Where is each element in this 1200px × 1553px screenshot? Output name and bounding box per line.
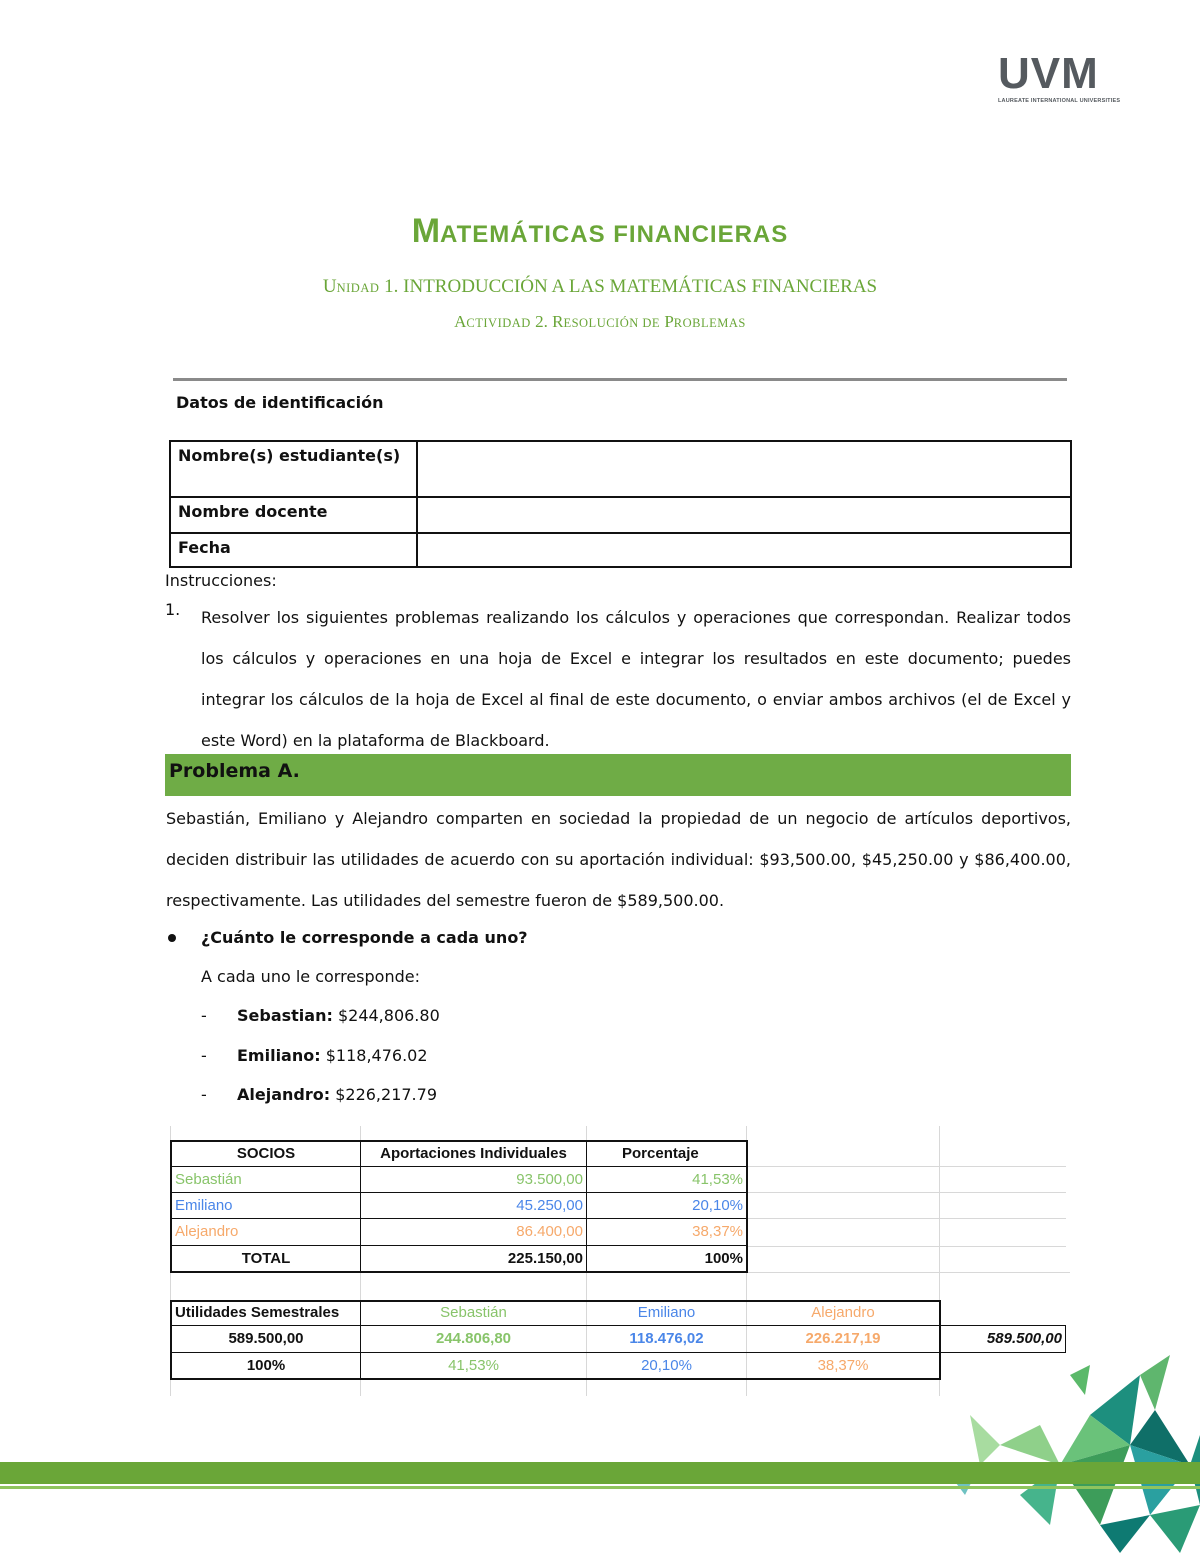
identification-label: Datos de identificación (176, 393, 384, 412)
problem-title: Problema A. (169, 760, 300, 782)
util-value-emiliano: 118.476,02 (629, 1330, 704, 1347)
question-text: ¿Cuánto le corresponde a cada uno? (201, 928, 528, 947)
spreadsheet (170, 1126, 1070, 1396)
unit-subtitle: UNIDAD 1. INTRODUCCIÓN A LAS MATEMÁTICAS FINANCIERAS (322, 276, 878, 297)
header-divider (173, 378, 1067, 381)
util-name-alejandro: Alejandro (811, 1304, 875, 1321)
pct-emiliano: 20,10% (692, 1197, 743, 1214)
answer-item: - Emiliano: $118,476.02 (201, 1046, 428, 1065)
teacher-name-field[interactable] (417, 497, 1071, 533)
util-total: 589.500,00 (228, 1330, 304, 1347)
aportacion-alejandro: 86.400,00 (516, 1223, 583, 1240)
logo-subtitle: LAUREATE INTERNATIONAL UNIVERSITIES (998, 98, 1121, 104)
util-name-sebastian: Sebastián (440, 1304, 507, 1321)
document-title: MATEMÁTICAS FINANCIERAS (411, 212, 789, 250)
porcentaje-header: Porcentaje (622, 1145, 699, 1162)
student-name-label: Nombre(s) estudiante(s) (170, 441, 417, 497)
aportaciones-header: Aportaciones Individuales (380, 1145, 567, 1162)
pct-total: 100% (246, 1357, 286, 1374)
footer-line (0, 1486, 1200, 1489)
decorative-polygons (940, 1355, 1200, 1553)
answer-item: - Sebastian: $244,806.80 (201, 1006, 440, 1025)
table-row (170, 533, 1071, 567)
util-value-alejandro: 226.217,19 (805, 1330, 881, 1347)
socio-emiliano: Emiliano (175, 1197, 233, 1214)
table-row (170, 497, 1071, 533)
socio-sebastian: Sebastián (175, 1171, 242, 1188)
util-pct-alejandro: 38,37% (817, 1357, 869, 1374)
pct-alejandro: 38,37% (692, 1223, 743, 1240)
problem-header (165, 754, 1071, 796)
instructions-title: Instrucciones: (165, 571, 277, 590)
total-label: TOTAL (241, 1250, 291, 1267)
activity-subtitle: ACTIVIDAD 2. RESOLUCIÓN DE PROBLEMAS (454, 312, 746, 331)
problem-text: Sebastián, Emiliano y Alejandro comparten en sociedad la propiedad de un negocio de artículos deportivos, deciden distribuir las utilidades de acuerdo con su aportación individual: $93,500.00, $45,250.00 y $86,400.00, respectivamente. Las utilidades del semestre fueron de $589,500.00. (166, 809, 1071, 910)
answer-item: - Alejandro: $226,217.79 (201, 1085, 437, 1104)
util-name-emiliano: Emiliano (637, 1304, 696, 1321)
total-amount: 225.150,00 (507, 1250, 583, 1267)
pct-sebastian: 41,53% (692, 1171, 743, 1188)
uvm-logo (998, 49, 1122, 112)
util-sum: 589.500,00 (986, 1330, 1062, 1347)
socios-header: SOCIOS (236, 1145, 296, 1162)
aportacion-sebastian: 93.500,00 (516, 1171, 583, 1188)
util-pct-emiliano: 20,10% (641, 1357, 692, 1374)
instructions-text: Resolver los siguientes problemas realizando los cálculos y operaciones que correspondan. Realizar todos los cálculos y operaciones en una hoja de Excel e integrar los resultados en este documento; puedes integrar los cálculos de la hoja de Excel al final de este documento, o enviar ambos archivos (el de Excel y este Word) en la plataforma de Blackboard. (201, 608, 1071, 750)
footer-bar (0, 1462, 1200, 1484)
bullet-icon (168, 934, 176, 942)
util-pct-sebastian: 41,53% (448, 1357, 499, 1374)
instructions-number: 1. (165, 600, 181, 619)
date-field[interactable] (417, 533, 1071, 567)
teacher-name-label: Nombre docente (170, 497, 417, 533)
table-row (170, 441, 1071, 497)
utilidades-header: Utilidades Semestrales (175, 1304, 340, 1321)
aportacion-emiliano: 45.250,00 (516, 1197, 583, 1214)
student-name-field[interactable] (417, 441, 1071, 497)
total-pct: 100% (704, 1250, 743, 1267)
util-value-sebastian: 244.806,80 (435, 1330, 512, 1347)
answer-intro: A cada uno le corresponde: (201, 967, 420, 986)
socio-alejandro: Alejandro (175, 1223, 239, 1240)
identification-table (169, 440, 1072, 568)
logo-text: UVM (998, 49, 1099, 98)
date-label: Fecha (170, 533, 417, 567)
